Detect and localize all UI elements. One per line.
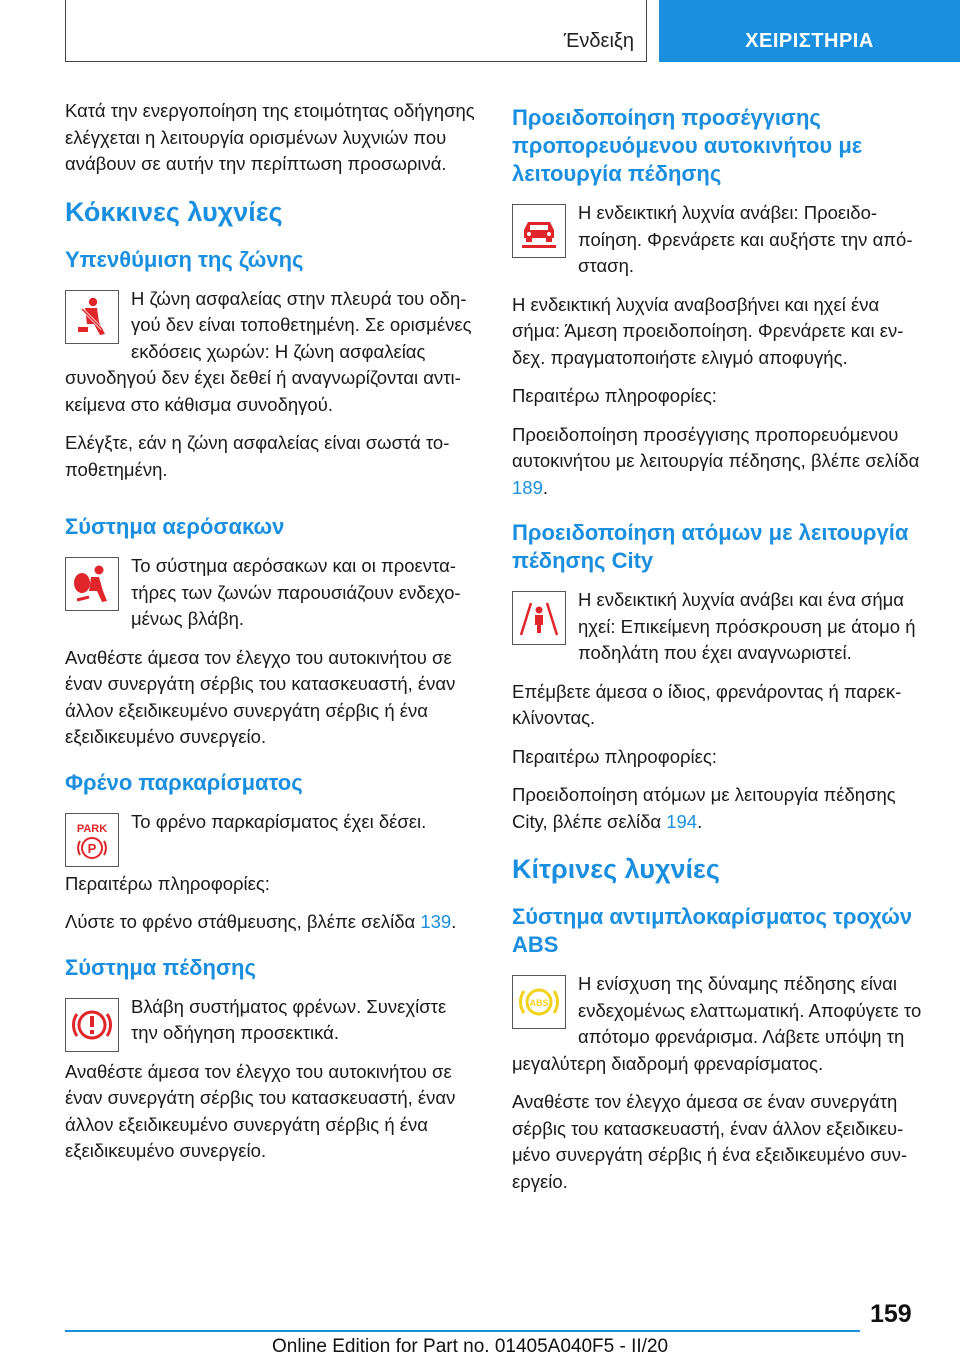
red-lamps-heading: Κόκκινες λυχνίες [65,196,283,227]
header-section-label: Ένδειξη [563,30,634,52]
pedestrian-warning-ref-link[interactable]: 194 [666,810,698,832]
parking-brake-ref-end: . [451,911,457,932]
abs-warning-icon [512,975,566,1029]
seatbelt-text-1: Η ζώνη ασφαλείας στην πλευρά του οδηγού δεν είναι τοποθετημένη. Σε ορισμένες εκδόσεις χωρών: Η ζώνη ασφαλείας συνοδηγού δεν έχει δεθεί ή αναγνωρίζονται αντικείμενα στο κάθισμα συνοδηγού. [65,287,472,415]
abs-icon-label: ABS [529,998,549,1008]
collision-warning-text-2: Η ενδεικτική λυχνία αναβοσβήνει και ηχεί ένα σήμα: Άμεση προειδοποίηση. Φρενάρετε και ενδεχ. πραγματοποιήστε ελιγμό αποφυγής. [512,293,904,368]
parking-brake-heading: Φρένο παρκαρίσματος [65,769,303,795]
pedestrian-warning-ref-end: . [697,810,703,832]
left-column [65,98,475,1177]
abs-heading: Σύστημα αντιμπλοκαρίσματος τροχών ABS [512,904,913,957]
collision-warning-text-1: Η ενδεικτική λυχνία ανάβει: Προειδοποίηση. Φρενάρετε και αυξήστε την απόσταση. [578,202,913,276]
collision-warning-ref-text: Προειδοποίηση προσέγγισης προπορευόμενου αυτοκινήτου με λειτουργία πέδησης, βλέπε σελίδα [512,423,920,471]
collision-warning-ref-end: . [542,476,549,498]
footer-divider [65,1330,860,1332]
header-section-box [65,0,647,62]
brake-system-warning-icon [65,998,119,1052]
airbag-text-2: Αναθέστε άμεσα τον έλεγχο του αυτοκινήτου σε έναν συνεργάτη σέρβις του κατασκευαστή, έναν άλλον εξειδικευμένο συνεργάτη σέρβις ή ένα εξειδικευμένο συνεργείο. [65,646,456,747]
abs-text-1: Η ενίσχυση της δύναμης πέδησης είναι ενδεχομένως ελαττωματική. Αποφύγετε το απότομο φρενάρισμα. Λάβετε υπόψη τη μεγαλύτερη διαδρομή φρεναρίσματος. [512,973,922,1074]
collision-warning-ref [512,422,927,502]
collision-warning-more-info: Περαιτέρω πληροφορίες: [512,385,717,406]
pedestrian-warning-icon [512,591,566,645]
airbag-text-1: Το σύστημα αερόσακων και οι προεντατήρες των ζωνών παρουσιάζουν ενδεχομένως βλάβη. [131,555,461,629]
brake-system-text-2: Αναθέστε άμεσα τον έλεγχο του αυτοκινήτου σε έναν συνεργάτη σέρβις του κατασκευαστή, έναν άλλον εξειδικευμένο συνεργάτη σέρβις ή ένα εξειδικευμένο συνεργείο. [65,1060,456,1161]
footer-edition-text: Online Edition for Part no. 01405A040F5 - II/20 [272,1336,669,1357]
abs-text-2: Αναθέστε τον έλεγχο άμεσα σε έναν συνεργάτη σέρβις του κατασκευαστή, έναν άλλον εξειδικευμένο συνεργάτη σέρβις ή ένα εξειδικευμένο συνεργείο. [512,1091,908,1192]
seatbelt-warning-icon [65,290,119,344]
parking-brake-text-1: Το φρένο παρκαρίσματος έχει δέσει. [131,810,427,832]
airbag-heading: Σύστημα αερόσακων [65,514,285,539]
parking-brake-icon [65,813,119,867]
right-column [512,98,927,1207]
parking-brake-ref-text: Λύστε το φρένο στάθμευσης, βλέπε σελίδα [65,911,421,932]
parking-brake-ref [65,909,475,936]
park-icon-label: PARK [76,822,108,835]
header-chapter-label: ΧΕΙΡΙΣΤΗΡΙΑ [745,30,874,52]
brake-system-heading: Σύστημα πέδησης [65,954,256,980]
yellow-lamps-heading: Κίτρινες λυχνίες [512,854,720,884]
pedestrian-warning-heading: Προειδοποίηση ατόμων με λειτουργία πέδησης City [512,520,909,573]
svg-text:P: P [87,840,97,856]
seatbelt-text-2: Ελέγξτε, εάν η ζώνη ασφαλείας είναι σωστά τοποθετημένη. [65,432,450,480]
header-chapter-tab[interactable] [659,0,960,62]
collision-warning-heading: Προειδοποίηση προσέγγισης προπορευόμενου αυτοκινήτου με λειτουργία πέδησης [512,105,863,186]
pedestrian-warning-ref [512,782,927,835]
pedestrian-warning-ref-text: Προειδοποίηση ατόμων με λειτουργία πέδησης City, βλέπε σελίδα [512,784,896,832]
airbag-warning-icon [65,557,119,611]
seatbelt-heading: Υπενθύμιση της ζώνης [65,246,304,272]
pedestrian-warning-text-1: Η ενδεικτική λυχνία ανάβει και ένα σήμα ηχεί: Επικείμενη πρόσκρουση με άτομο ή ποδηλάτη που έχει αναγνωριστεί. [578,589,916,663]
pedestrian-warning-more-info: Περαιτέρω πληροφορίες: [512,745,717,767]
brake-system-text-1: Βλάβη συστήματος φρένων. Συνεχίστε την οδήγηση προσεκτικά. [131,995,447,1043]
intro-text: Κατά την ενεργοποίηση της ετοιμότητας οδήγησης ελέγχεται η λειτουργία ορισμένων λυχνιών που ανάβουν σε αυτήν την περίπτωση προσωρινά. [65,100,475,174]
parking-brake-ref-link[interactable]: 139 [420,911,452,932]
collision-warning-ref-link[interactable]: 189 [512,476,543,498]
pedestrian-warning-text-2: Επέμβετε άμεσα ο ίδιος, φρενάροντας ή παρεκκλίνοντας. [512,680,902,728]
collision-warning-icon [512,204,566,258]
page-number: 159 [870,1300,912,1328]
parking-brake-more-info: Περαιτέρω πληροφορίες: [65,872,270,894]
